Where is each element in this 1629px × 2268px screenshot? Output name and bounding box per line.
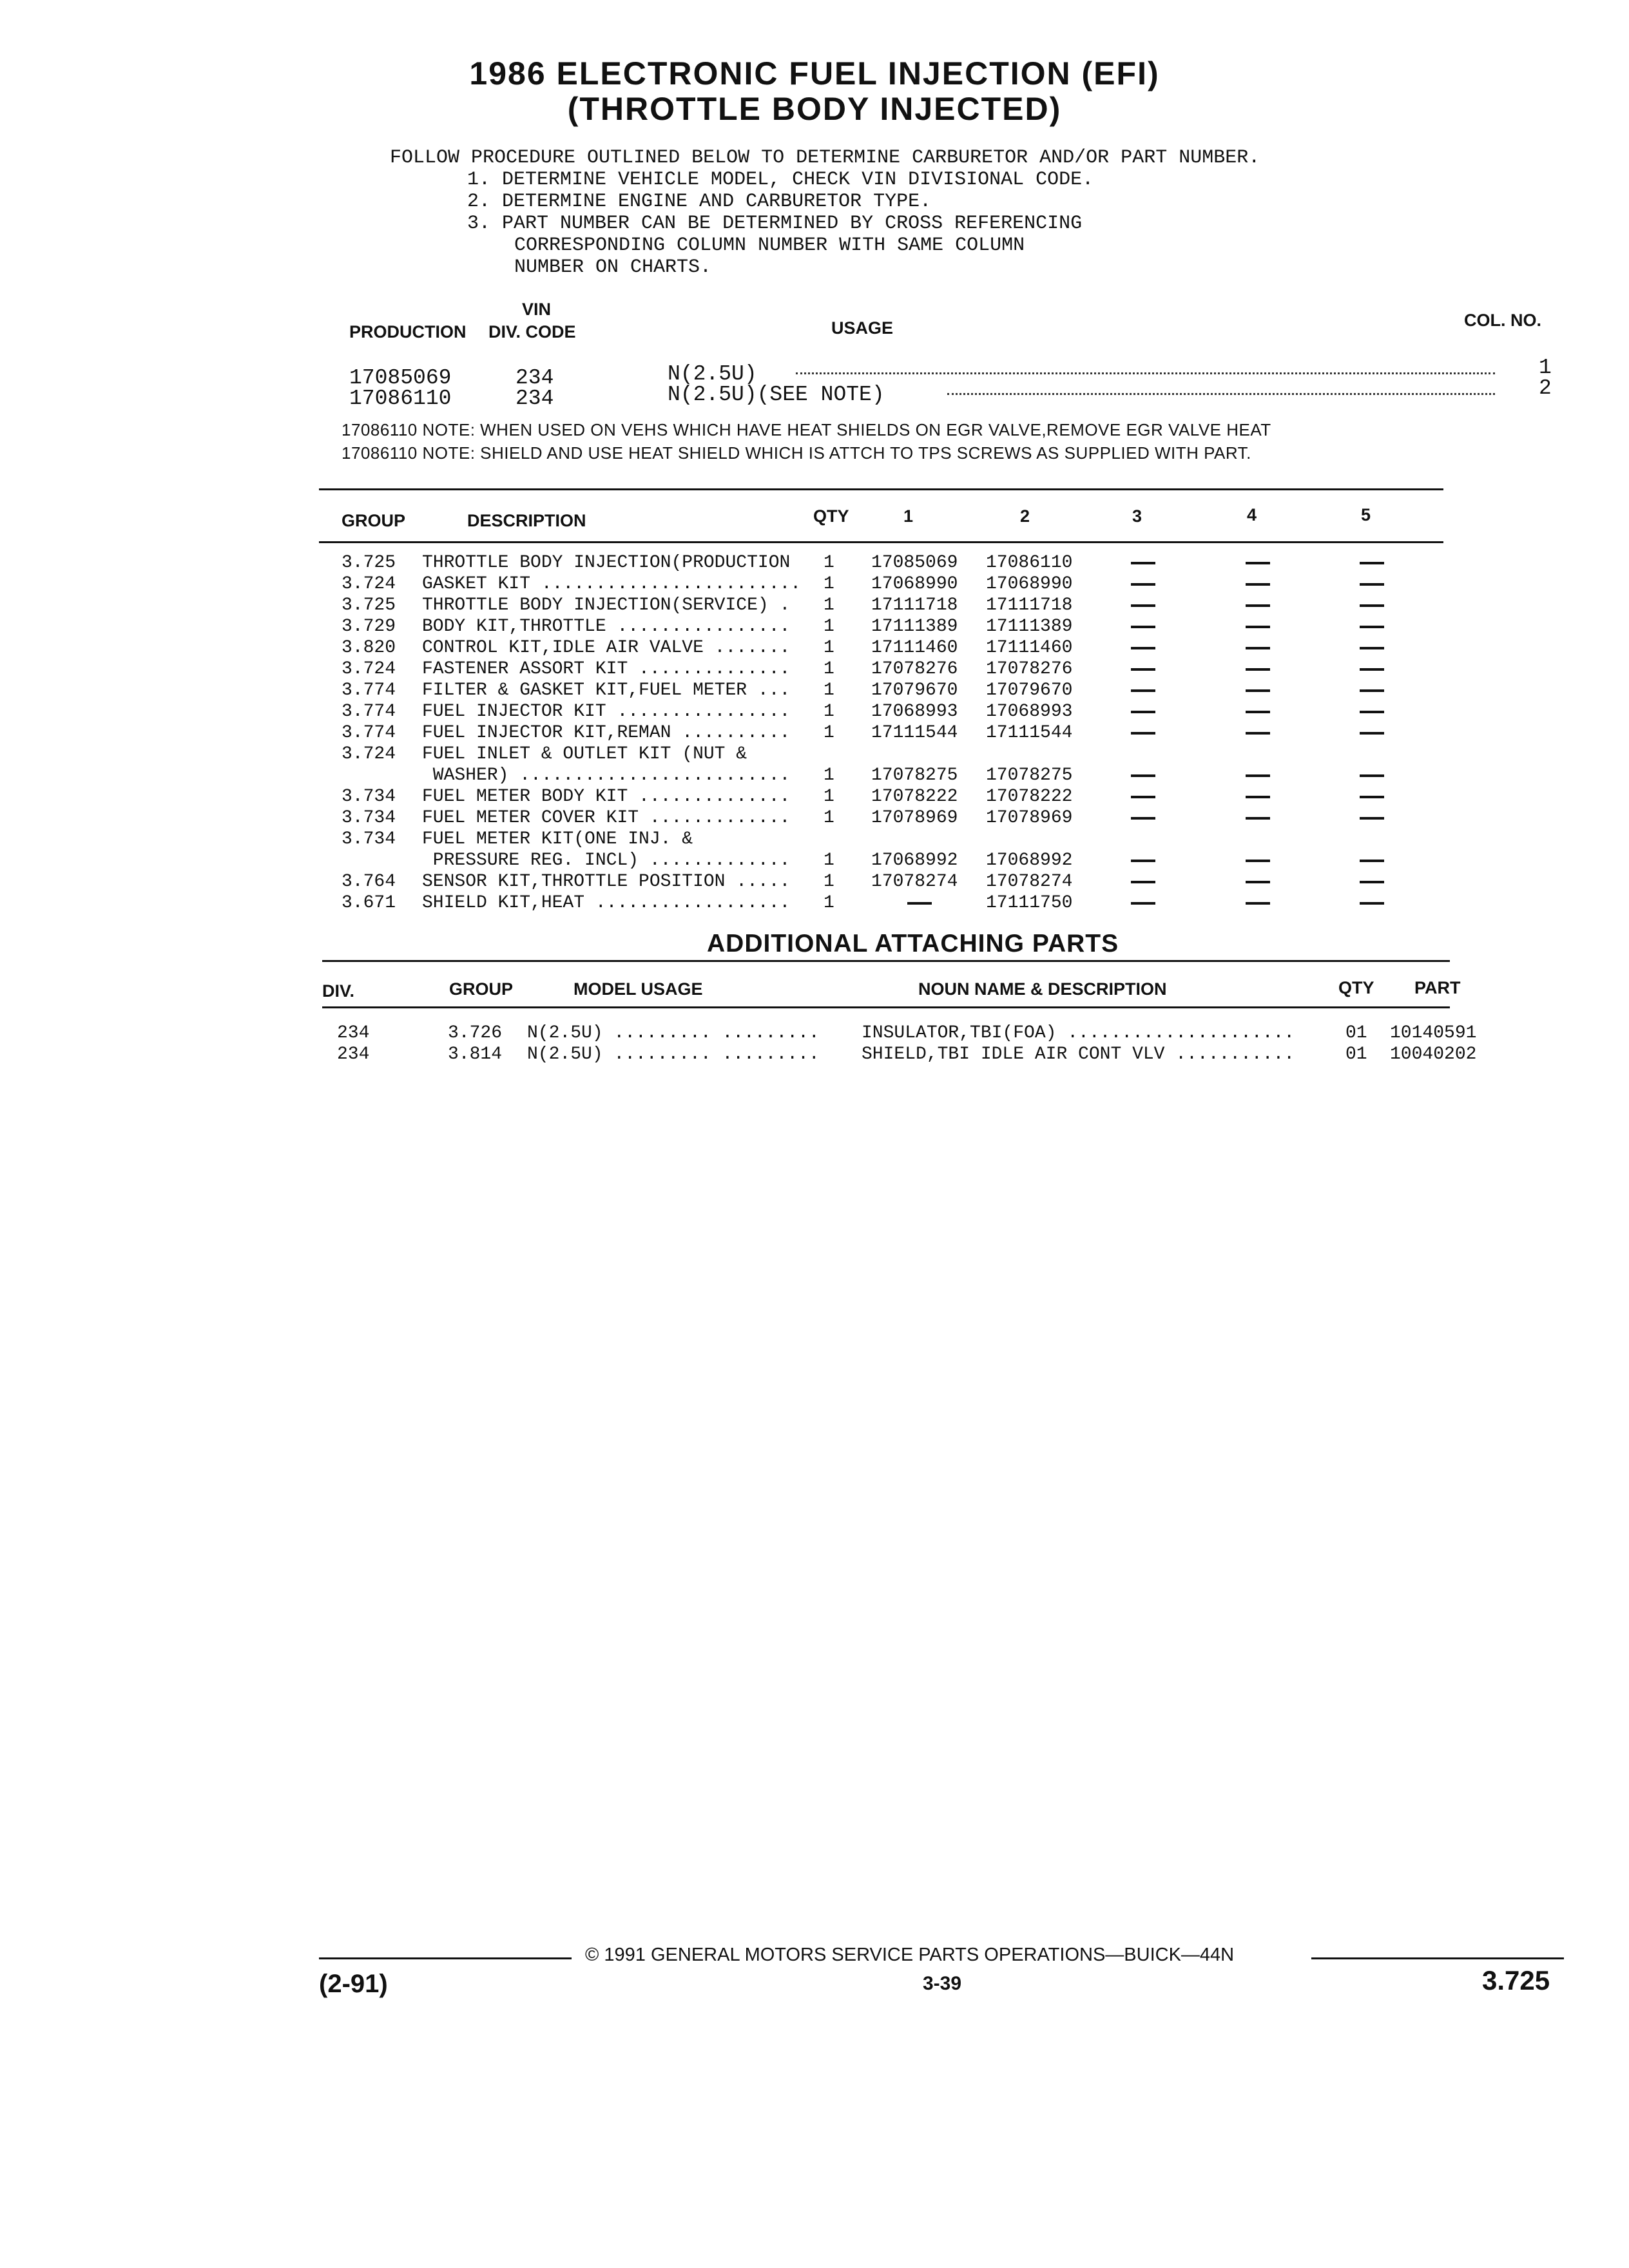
empty-cell-dash [1131,774,1155,777]
note-line-1: 17086110 NOTE: WHEN USED ON VEHS WHICH HAVE HEAT SHIELDS ON EGR VALVE,REMOVE EGR VALVE HEAT [342,420,1271,439]
part-qty: 1 [824,659,834,679]
part-col-1: 17078222 [871,787,958,807]
header-group: GROUP [342,511,406,530]
empty-cell-dash [1246,604,1270,607]
footer-page-number: 3-39 [923,1973,962,1994]
part-group: 3.764 [342,872,396,892]
add-part: 10140591 [1390,1023,1477,1043]
part-qty: 1 [824,850,834,870]
empty-cell-dash [1360,817,1384,820]
part-description: FUEL INLET & OUTLET KIT (NUT & [422,744,747,764]
empty-cell-dash [1246,562,1270,564]
part-qty: 1 [824,680,834,700]
part-qty: 1 [824,595,834,615]
part-col-1: 17111389 [871,617,958,637]
part-description: SHIELD KIT,HEAT .................. [422,893,791,913]
header-qty: QTY [813,506,849,526]
part-group: 3.774 [342,680,396,700]
empty-cell-dash [1360,562,1384,564]
part-qty: 1 [824,574,834,594]
part-col-2: 17078276 [986,659,1073,679]
table-row [0,850,1629,872]
production-div: 234 [516,366,554,390]
empty-cell-dash [1246,774,1270,777]
add-group: 3.726 [448,1023,503,1043]
footer-rule-right [1311,1957,1564,1959]
instruction-step-3: 3. PART NUMBER CAN BE DETERMINED BY CROSS REFERENCING [467,213,1083,235]
instruction-step-2: 2. DETERMINE ENGINE AND CARBURETOR TYPE. [467,191,932,213]
empty-cell-dash [1360,774,1384,777]
empty-cell-dash [1131,626,1155,628]
part-group: 3.774 [342,723,396,743]
part-description: FUEL METER BODY KIT .............. [422,787,791,807]
part-col-1: 17068993 [871,702,958,722]
add-part: 10040202 [1390,1044,1477,1064]
empty-cell-dash [907,902,932,905]
part-description: FUEL INJECTOR KIT,REMAN .......... [422,723,791,743]
part-description: SENSOR KIT,THROTTLE POSITION ..... [422,872,791,892]
part-group: 3.725 [342,595,396,615]
empty-cell-dash [1360,796,1384,798]
part-qty: 1 [824,765,834,785]
leader-dots [796,372,1495,374]
part-group: 3.734 [342,787,396,807]
empty-cell-dash [1360,689,1384,692]
empty-cell-dash [1131,732,1155,735]
part-description: FUEL METER COVER KIT ............. [422,808,791,828]
part-group: 3.724 [342,659,396,679]
part-col-2: 17078274 [986,872,1073,892]
header-model-usage: MODEL USAGE [574,979,703,999]
add-model: N(2.5U) ......... ......... [527,1044,820,1064]
part-col-1: 17078969 [871,808,958,828]
empty-cell-dash [1360,604,1384,607]
part-description: BODY KIT,THROTTLE ................ [422,617,791,637]
table-row [0,574,1629,595]
part-col-1: 17111460 [871,638,958,658]
add-qty: 01 [1345,1044,1367,1064]
header-description: DESCRIPTION [467,511,586,530]
header-add-group: GROUP [449,979,514,999]
part-group: 3.729 [342,617,396,637]
header-usage: USAGE [831,318,894,338]
empty-cell-dash [1131,562,1155,564]
part-group: 3.724 [342,744,396,764]
part-description: FUEL INJECTOR KIT ................ [422,702,791,722]
header-add-qty: QTY [1338,978,1374,997]
leader-dots [947,393,1495,395]
column-number: 2 [1539,376,1552,400]
footer-rule-left [319,1957,572,1959]
part-group: 3.725 [342,553,396,573]
part-description: WASHER) ......................... [422,765,791,785]
table-row [0,787,1629,808]
additional-top-rule [322,960,1450,962]
empty-cell-dash [1131,881,1155,883]
empty-cell-dash [1360,902,1384,905]
table-row [0,680,1629,702]
empty-cell-dash [1246,817,1270,820]
part-col-2: 17111718 [986,595,1073,615]
production-div: 234 [516,387,554,410]
empty-cell-dash [1131,711,1155,713]
part-col-1: 17068992 [871,850,958,870]
part-group: 3.820 [342,638,396,658]
empty-cell-dash [1246,881,1270,883]
add-div: 234 [337,1023,370,1043]
part-qty: 1 [824,723,834,743]
table-row [0,1023,1629,1044]
part-col-2: 17111389 [986,617,1073,637]
part-qty: 1 [824,702,834,722]
empty-cell-dash [1131,668,1155,671]
part-col-2: 17068992 [986,850,1073,870]
empty-cell-dash [1360,583,1384,586]
header-col-3: 3 [1132,506,1142,526]
table-row [0,808,1629,829]
instructions-intro: FOLLOW PROCEDURE OUTLINED BELOW TO DETERMINE CARBURETOR AND/OR PART NUMBER. [390,147,1260,169]
part-qty: 1 [824,617,834,637]
part-group: 3.724 [342,574,396,594]
empty-cell-dash [1131,902,1155,905]
empty-cell-dash [1246,902,1270,905]
footer-date: (2-91) [319,1970,388,1998]
table-row [0,553,1629,574]
header-div: DIV. [322,981,355,1001]
part-description: FILTER & GASKET KIT,FUEL METER ... [422,680,791,700]
part-col-1: 17085069 [871,553,958,573]
note-line-2: 17086110 NOTE: SHIELD AND USE HEAT SHIELD WHICH IS ATTCH TO TPS SCREWS AS SUPPLIED WITH PART. [342,443,1251,463]
part-description: THROTTLE BODY INJECTION(PRODUCTION [422,553,791,573]
additional-header-rule [322,1006,1450,1008]
add-model: N(2.5U) ......... ......... [527,1023,820,1043]
empty-cell-dash [1131,647,1155,649]
part-description: FASTENER ASSORT KIT .............. [422,659,791,679]
part-col-1: 17111718 [871,595,958,615]
empty-cell-dash [1360,668,1384,671]
part-group: 3.671 [342,893,396,913]
part-group: 3.774 [342,702,396,722]
part-qty: 1 [824,872,834,892]
add-noun: SHIELD,TBI IDLE AIR CONT VLV ........... [862,1044,1295,1064]
table-row [0,744,1629,765]
production-number: 17085069 [349,366,452,390]
table-top-rule [319,488,1443,490]
additional-parts-title: ADDITIONAL ATTACHING PARTS [707,930,1119,957]
header-col-no: COL. NO. [1464,311,1541,330]
header-col-1: 1 [903,506,914,526]
header-production: PRODUCTION [349,322,467,341]
table-row [0,595,1629,617]
empty-cell-dash [1131,583,1155,586]
part-group: 3.734 [342,808,396,828]
header-col-5: 5 [1361,505,1371,524]
part-group: 3.734 [342,829,396,849]
empty-cell-dash [1131,860,1155,862]
header-part: PART [1414,978,1461,997]
part-col-2: 17068990 [986,574,1073,594]
part-col-1: 17078275 [871,765,958,785]
table-row [0,893,1629,914]
instruction-step-1: 1. DETERMINE VEHICLE MODEL, CHECK VIN DIVISIONAL CODE. [467,169,1094,191]
empty-cell-dash [1246,626,1270,628]
empty-cell-dash [1131,604,1155,607]
empty-cell-dash [1360,711,1384,713]
part-col-1: 17111544 [871,723,958,743]
table-row [0,702,1629,723]
add-qty: 01 [1345,1023,1367,1043]
empty-cell-dash [1360,647,1384,649]
part-col-2: 17068993 [986,702,1073,722]
table-row [0,765,1629,787]
empty-cell-dash [1131,796,1155,798]
instruction-continuation-2: NUMBER ON CHARTS. [514,256,712,278]
part-col-1: 17079670 [871,680,958,700]
header-col-2: 2 [1020,506,1030,526]
part-description: GASKET KIT ........................ [422,574,802,594]
part-qty: 1 [824,808,834,828]
header-div-code: DIV. CODE [488,322,576,341]
table-row [0,872,1629,893]
empty-cell-dash [1246,583,1270,586]
part-col-2: 17111750 [986,893,1073,913]
part-col-1: 17078276 [871,659,958,679]
empty-cell-dash [1360,860,1384,862]
add-div: 234 [337,1044,370,1064]
table-row [0,723,1629,744]
empty-cell-dash [1360,626,1384,628]
header-vin: VIN [522,300,552,319]
table-row [0,617,1629,638]
part-qty: 1 [824,553,834,573]
production-number: 17086110 [349,387,452,410]
table-row [0,659,1629,680]
part-col-1: 17078274 [871,872,958,892]
part-col-2: 17078275 [986,765,1073,785]
add-noun: INSULATOR,TBI(FOA) ..................... [862,1023,1295,1043]
part-qty: 1 [824,638,834,658]
table-row [0,829,1629,850]
empty-cell-dash [1131,689,1155,692]
add-group: 3.814 [448,1044,503,1064]
empty-cell-dash [1246,689,1270,692]
empty-cell-dash [1360,732,1384,735]
production-usage: N(2.5U) [668,362,757,386]
empty-cell-dash [1246,668,1270,671]
empty-cell-dash [1360,881,1384,883]
empty-cell-dash [1246,647,1270,649]
production-usage: N(2.5U)(SEE NOTE) [668,383,885,407]
empty-cell-dash [1246,796,1270,798]
part-col-2: 17079670 [986,680,1073,700]
part-description: FUEL METER KIT(ONE INJ. & [422,829,693,849]
part-col-2: 17111544 [986,723,1073,743]
empty-cell-dash [1246,711,1270,713]
part-description: CONTROL KIT,IDLE AIR VALVE ....... [422,638,791,658]
part-col-2: 17078969 [986,808,1073,828]
header-noun-name: NOUN NAME & DESCRIPTION [918,979,1167,999]
column-number: 1 [1539,356,1552,380]
part-col-2: 17111460 [986,638,1073,658]
table-row [0,1044,1629,1066]
table-row [0,638,1629,659]
table-header-rule [319,541,1443,543]
footer-section-number: 3.725 [1482,1965,1550,1995]
part-description: PRESSURE REG. INCL) ............. [422,850,791,870]
page-subtitle: (THROTTLE BODY INJECTED) [567,91,1062,127]
header-col-4: 4 [1247,505,1257,524]
empty-cell-dash [1246,860,1270,862]
empty-cell-dash [1246,732,1270,735]
part-col-2: 17078222 [986,787,1073,807]
empty-cell-dash [1131,817,1155,820]
footer-copyright: © 1991 GENERAL MOTORS SERVICE PARTS OPERATIONS—BUICK—44N [585,1945,1235,1965]
part-col-2: 17086110 [986,553,1073,573]
part-qty: 1 [824,893,834,913]
part-description: THROTTLE BODY INJECTION(SERVICE) . [422,595,791,615]
part-qty: 1 [824,787,834,807]
instruction-continuation-1: CORRESPONDING COLUMN NUMBER WITH SAME COLUMN [514,235,1025,256]
page-title: 1986 ELECTRONIC FUEL INJECTION (EFI) [469,55,1160,91]
part-col-1: 17068990 [871,574,958,594]
